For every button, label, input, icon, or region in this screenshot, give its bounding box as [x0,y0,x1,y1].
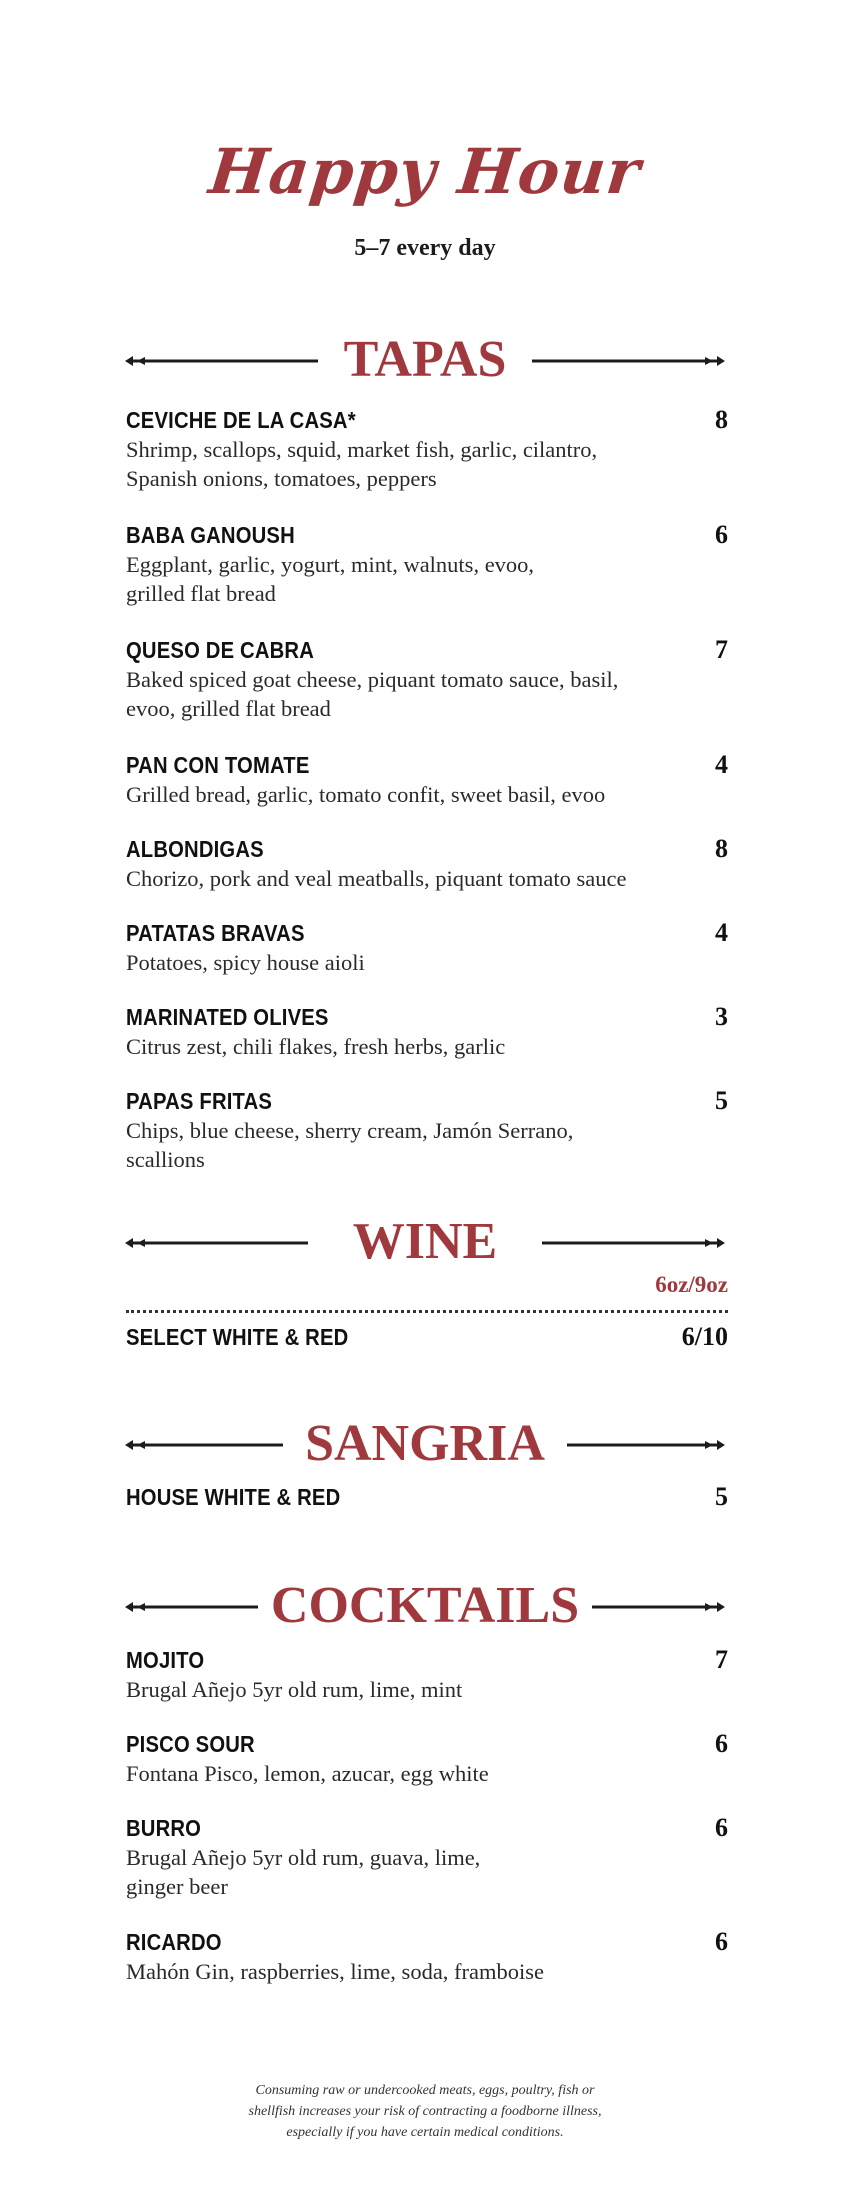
menu-item [126,520,728,608]
section-header-tapas [123,330,727,390]
section-header-sangria [123,1414,727,1474]
menu-item [126,834,728,893]
item-price: 8 [715,834,728,863]
section-title-sangria: SANGRIA [305,1415,545,1472]
item-price: 4 [715,918,728,947]
flourish-right-icon [542,1238,727,1248]
item-price: 5 [715,1086,728,1115]
item-description: Grilled bread, garlic, tomato confit, sweet basil, evoo [126,782,606,807]
item-description: Eggplant, garlic, yogurt, mint, walnuts, evoo, grilled flat bread [126,552,535,606]
section-header-wine [123,1212,727,1272]
menu-item [126,1645,728,1704]
item-price: 8 [715,405,728,434]
menu-subtitle: 5–7 every day [354,235,496,261]
item-name: MOJITO [126,1647,205,1673]
item-name: BURRO [126,1815,202,1841]
item-description: Brugal Añejo 5yr old rum, guava, lime, ginger beer [126,1845,481,1899]
item-name: SELECT WHITE & RED [126,1324,349,1350]
menu-item [126,918,728,977]
menu-item [126,750,728,809]
menu-item [126,1813,728,1901]
section-title-tapas: TAPAS [343,331,507,388]
menu-item [126,405,728,493]
item-description: Fontana Pisco, lemon, azucar, egg white [126,1761,489,1786]
item-price: 3 [715,1002,728,1031]
item-name: BABA GANOUSH [126,522,295,548]
menu-title: Happy Hour [205,135,645,208]
item-price: 4 [715,750,728,779]
item-description: Baked spiced goat cheese, piquant tomato sauce, basil, evoo, grilled flat bread [126,667,619,721]
item-price: 6 [715,1927,728,1956]
item-name: HOUSE WHITE & RED [126,1484,341,1510]
item-name: PAPAS FRITAS [126,1088,273,1114]
item-name: QUESO DE CABRA [126,637,315,663]
food-safety-disclaimer: Consuming raw or undercooked meats, eggs, poultry, fish or shellfish increases your risk of contracting a foodborne illness, especially if you have certain medical conditions. [248,2083,602,2140]
item-name: ALBONDIGAS [126,836,264,862]
item-description: Potatoes, spicy house aioli [126,950,365,975]
item-description: Shrimp, scallops, squid, market fish, garlic, cilantro, Spanish onions, tomatoes, peppers [126,437,598,491]
item-description: Citrus zest, chili flakes, fresh herbs, garlic [126,1034,506,1059]
section-title-wine: WINE [352,1213,498,1270]
dotted-divider [126,1310,728,1313]
flourish-right-icon [532,356,727,366]
section-header-cocktails [123,1576,727,1636]
item-name: PATATAS BRAVAS [126,920,305,946]
item-price: 6 [715,1729,728,1758]
menu-item [126,1322,728,1352]
menu-item [126,1927,728,1986]
menu-item [126,1002,728,1061]
item-price: 6 [715,1813,728,1842]
item-description: Brugal Añejo 5yr old rum, lime, mint [126,1677,463,1702]
item-name: PAN CON TOMATE [126,752,310,778]
item-name: CEVICHE DE LA CASA* [126,407,356,433]
item-name: MARINATED OLIVES [126,1004,329,1030]
item-price: 6/10 [681,1322,728,1351]
item-description: Mahón Gin, raspberries, lime, soda, framboise [126,1959,545,1984]
item-description: Chorizo, pork and veal meatballs, piquant tomato sauce [126,866,627,891]
item-name: PISCO SOUR [126,1731,255,1757]
menu-item [126,1086,728,1174]
section-title-cocktails: COCKTAILS [270,1577,580,1634]
item-price: 7 [715,635,728,664]
flourish-right-icon [592,1602,727,1612]
item-price: 6 [715,520,728,549]
menu-item [126,1729,728,1788]
item-description: Chips, blue cheese, sherry cream, Jamón Serrano, scallions [126,1118,574,1172]
menu-item [126,635,728,723]
item-price: 5 [715,1482,728,1511]
wine-size-label: 6oz/9oz [655,1272,728,1297]
item-name: RICARDO [126,1929,222,1955]
flourish-right-icon [567,1440,727,1450]
item-price: 7 [715,1645,728,1674]
menu-item [126,1482,728,1512]
